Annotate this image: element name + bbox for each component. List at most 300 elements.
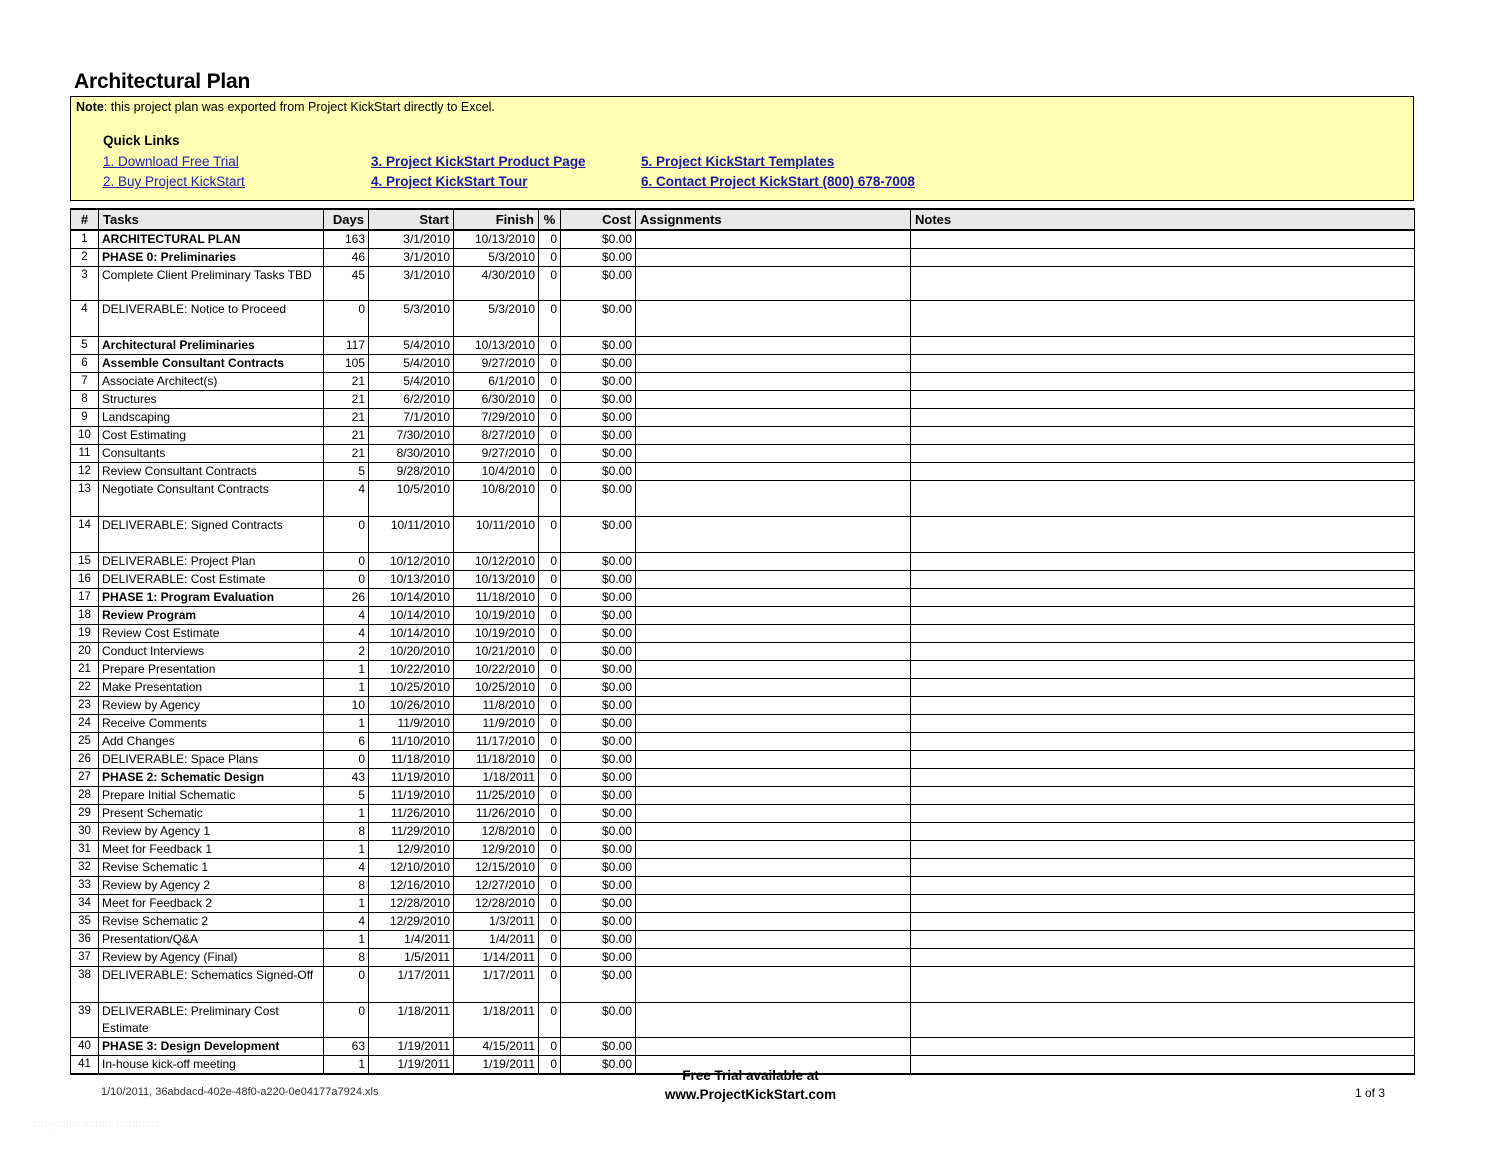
column-header-assignments[interactable]: Assignments [636, 209, 911, 230]
table-row[interactable] [71, 481, 1415, 517]
cell-notes[interactable] [911, 805, 1415, 823]
cell-row-number[interactable]: 9 [71, 409, 99, 427]
cell-notes[interactable] [911, 733, 1415, 751]
cell-start-date[interactable]: 9/28/2010 [369, 463, 454, 481]
cell-task-name[interactable]: Prepare Presentation [99, 661, 324, 679]
cell-assignments[interactable] [636, 877, 911, 895]
cell-days[interactable]: 0 [324, 1003, 369, 1038]
cell-assignments[interactable] [636, 481, 911, 517]
cell-task-name[interactable]: Meet for Feedback 2 [99, 895, 324, 913]
cell-assignments[interactable] [636, 787, 911, 805]
cell-start-date[interactable]: 1/18/2011 [369, 1003, 454, 1038]
cell-notes[interactable] [911, 301, 1415, 337]
cell-days[interactable]: 1 [324, 679, 369, 697]
table-row[interactable] [71, 805, 1415, 823]
quick-link-download-free-trial[interactable]: 1. Download Free Trial [103, 154, 239, 169]
cell-assignments[interactable] [636, 931, 911, 949]
cell-cost[interactable]: $0.00 [561, 787, 636, 805]
cell-cost[interactable]: $0.00 [561, 409, 636, 427]
table-row[interactable] [71, 517, 1415, 553]
cell-notes[interactable] [911, 445, 1415, 463]
cell-row-number[interactable]: 1 [71, 230, 99, 249]
cell-row-number[interactable]: 38 [71, 967, 99, 1003]
cell-percent[interactable]: 0 [539, 913, 561, 931]
cell-finish-date[interactable]: 10/21/2010 [454, 643, 539, 661]
column-header-finish[interactable]: Finish [454, 209, 539, 230]
cell-finish-date[interactable]: 11/9/2010 [454, 715, 539, 733]
cell-cost[interactable]: $0.00 [561, 1056, 636, 1075]
cell-cost[interactable]: $0.00 [561, 445, 636, 463]
cell-finish-date[interactable]: 1/3/2011 [454, 913, 539, 931]
cell-finish-date[interactable]: 11/26/2010 [454, 805, 539, 823]
cell-cost[interactable]: $0.00 [561, 427, 636, 445]
cell-row-number[interactable]: 3 [71, 267, 99, 301]
cell-row-number[interactable]: 36 [71, 931, 99, 949]
cell-notes[interactable] [911, 607, 1415, 625]
cell-cost[interactable]: $0.00 [561, 355, 636, 373]
cell-row-number[interactable]: 15 [71, 553, 99, 571]
cell-percent[interactable]: 0 [539, 715, 561, 733]
cell-notes[interactable] [911, 391, 1415, 409]
cell-assignments[interactable] [636, 751, 911, 769]
cell-row-number[interactable]: 19 [71, 625, 99, 643]
cell-notes[interactable] [911, 859, 1415, 877]
cell-days[interactable]: 45 [324, 267, 369, 301]
cell-task-name[interactable]: Consultants [99, 445, 324, 463]
table-row[interactable] [71, 409, 1415, 427]
cell-days[interactable]: 8 [324, 823, 369, 841]
table-row[interactable] [71, 823, 1415, 841]
cell-assignments[interactable] [636, 715, 911, 733]
cell-percent[interactable]: 0 [539, 607, 561, 625]
cell-finish-date[interactable]: 11/25/2010 [454, 787, 539, 805]
cell-cost[interactable]: $0.00 [561, 949, 636, 967]
table-row[interactable] [71, 373, 1415, 391]
cell-cost[interactable]: $0.00 [561, 337, 636, 355]
cell-start-date[interactable]: 10/22/2010 [369, 661, 454, 679]
cell-notes[interactable] [911, 249, 1415, 267]
cell-percent[interactable]: 0 [539, 337, 561, 355]
cell-assignments[interactable] [636, 895, 911, 913]
table-row[interactable] [71, 463, 1415, 481]
cell-assignments[interactable] [636, 625, 911, 643]
cell-task-name[interactable]: Presentation/Q&A [99, 931, 324, 949]
cell-notes[interactable] [911, 409, 1415, 427]
cell-percent[interactable]: 0 [539, 553, 561, 571]
cell-finish-date[interactable]: 1/19/2011 [454, 1056, 539, 1075]
table-row[interactable] [71, 679, 1415, 697]
cell-assignments[interactable] [636, 589, 911, 607]
cell-cost[interactable]: $0.00 [561, 1038, 636, 1056]
cell-row-number[interactable]: 23 [71, 697, 99, 715]
cell-assignments[interactable] [636, 967, 911, 1003]
cell-cost[interactable]: $0.00 [561, 805, 636, 823]
cell-cost[interactable]: $0.00 [561, 571, 636, 589]
cell-finish-date[interactable]: 11/18/2010 [454, 751, 539, 769]
cell-notes[interactable] [911, 967, 1415, 1003]
cell-notes[interactable] [911, 553, 1415, 571]
table-row[interactable] [71, 913, 1415, 931]
cell-assignments[interactable] [636, 553, 911, 571]
cell-days[interactable]: 1 [324, 895, 369, 913]
cell-row-number[interactable]: 25 [71, 733, 99, 751]
column-header-cost[interactable]: Cost [561, 209, 636, 230]
cell-row-number[interactable]: 37 [71, 949, 99, 967]
cell-percent[interactable]: 0 [539, 571, 561, 589]
table-row[interactable] [71, 230, 1415, 249]
table-row[interactable] [71, 841, 1415, 859]
cell-assignments[interactable] [636, 427, 911, 445]
cell-percent[interactable]: 0 [539, 517, 561, 553]
table-row[interactable] [71, 967, 1415, 1003]
cell-finish-date[interactable]: 5/3/2010 [454, 249, 539, 267]
cell-notes[interactable] [911, 715, 1415, 733]
cell-percent[interactable]: 0 [539, 625, 561, 643]
cell-cost[interactable]: $0.00 [561, 625, 636, 643]
cell-finish-date[interactable]: 10/8/2010 [454, 481, 539, 517]
cell-start-date[interactable]: 10/25/2010 [369, 679, 454, 697]
cell-days[interactable]: 0 [324, 517, 369, 553]
table-row[interactable] [71, 1038, 1415, 1056]
cell-task-name[interactable]: Revise Schematic 2 [99, 913, 324, 931]
cell-days[interactable]: 4 [324, 625, 369, 643]
cell-assignments[interactable] [636, 913, 911, 931]
cell-assignments[interactable] [636, 301, 911, 337]
cell-notes[interactable] [911, 625, 1415, 643]
cell-days[interactable]: 63 [324, 1038, 369, 1056]
cell-percent[interactable]: 0 [539, 1038, 561, 1056]
cell-task-name[interactable]: DELIVERABLE: Notice to Proceed [99, 301, 324, 337]
cell-start-date[interactable]: 10/14/2010 [369, 589, 454, 607]
cell-assignments[interactable] [636, 249, 911, 267]
cell-percent[interactable]: 0 [539, 787, 561, 805]
cell-start-date[interactable]: 5/3/2010 [369, 301, 454, 337]
cell-days[interactable]: 163 [324, 230, 369, 249]
cell-percent[interactable]: 0 [539, 895, 561, 913]
cell-row-number[interactable]: 20 [71, 643, 99, 661]
cell-assignments[interactable] [636, 267, 911, 301]
cell-start-date[interactable]: 10/14/2010 [369, 607, 454, 625]
cell-row-number[interactable]: 12 [71, 463, 99, 481]
cell-task-name[interactable]: Structures [99, 391, 324, 409]
cell-percent[interactable]: 0 [539, 769, 561, 787]
cell-assignments[interactable] [636, 1038, 911, 1056]
cell-row-number[interactable]: 27 [71, 769, 99, 787]
cell-start-date[interactable]: 12/10/2010 [369, 859, 454, 877]
quick-link-product-page[interactable]: 3. Project KickStart Product Page [371, 154, 586, 169]
cell-task-name[interactable]: Receive Comments [99, 715, 324, 733]
cell-percent[interactable]: 0 [539, 877, 561, 895]
cell-finish-date[interactable]: 12/27/2010 [454, 877, 539, 895]
cell-finish-date[interactable]: 4/30/2010 [454, 267, 539, 301]
cell-task-name[interactable]: ARCHITECTURAL PLAN [99, 230, 324, 249]
cell-days[interactable]: 4 [324, 859, 369, 877]
cell-cost[interactable]: $0.00 [561, 481, 636, 517]
cell-task-name[interactable]: Review Cost Estimate [99, 625, 324, 643]
cell-percent[interactable]: 0 [539, 697, 561, 715]
cell-finish-date[interactable]: 6/30/2010 [454, 391, 539, 409]
cell-finish-date[interactable]: 10/13/2010 [454, 230, 539, 249]
cell-finish-date[interactable]: 11/18/2010 [454, 589, 539, 607]
cell-cost[interactable]: $0.00 [561, 715, 636, 733]
cell-task-name[interactable]: In-house kick-off meeting [99, 1056, 324, 1075]
cell-days[interactable]: 0 [324, 571, 369, 589]
cell-days[interactable]: 5 [324, 463, 369, 481]
cell-assignments[interactable] [636, 445, 911, 463]
cell-start-date[interactable]: 11/26/2010 [369, 805, 454, 823]
cell-finish-date[interactable]: 11/17/2010 [454, 733, 539, 751]
cell-start-date[interactable]: 1/5/2011 [369, 949, 454, 967]
cell-percent[interactable]: 0 [539, 355, 561, 373]
cell-row-number[interactable]: 13 [71, 481, 99, 517]
cell-start-date[interactable]: 10/12/2010 [369, 553, 454, 571]
cell-start-date[interactable]: 1/17/2011 [369, 967, 454, 1003]
cell-days[interactable]: 21 [324, 391, 369, 409]
cell-notes[interactable] [911, 823, 1415, 841]
cell-days[interactable]: 4 [324, 913, 369, 931]
cell-task-name[interactable]: DELIVERABLE: Project Plan [99, 553, 324, 571]
cell-start-date[interactable]: 10/13/2010 [369, 571, 454, 589]
cell-row-number[interactable]: 33 [71, 877, 99, 895]
cell-task-name[interactable]: Review by Agency 2 [99, 877, 324, 895]
cell-days[interactable]: 10 [324, 697, 369, 715]
cell-row-number[interactable]: 29 [71, 805, 99, 823]
table-row[interactable] [71, 589, 1415, 607]
cell-start-date[interactable]: 7/1/2010 [369, 409, 454, 427]
cell-percent[interactable]: 0 [539, 249, 561, 267]
cell-task-name[interactable]: Prepare Initial Schematic [99, 787, 324, 805]
cell-finish-date[interactable]: 4/15/2011 [454, 1038, 539, 1056]
cell-cost[interactable]: $0.00 [561, 553, 636, 571]
cell-percent[interactable]: 0 [539, 373, 561, 391]
cell-percent[interactable]: 0 [539, 1003, 561, 1038]
cell-days[interactable]: 0 [324, 301, 369, 337]
cell-task-name[interactable]: Architectural Preliminaries [99, 337, 324, 355]
cell-start-date[interactable]: 12/28/2010 [369, 895, 454, 913]
cell-row-number[interactable]: 16 [71, 571, 99, 589]
cell-cost[interactable]: $0.00 [561, 967, 636, 1003]
cell-assignments[interactable] [636, 769, 911, 787]
cell-days[interactable]: 1 [324, 715, 369, 733]
cell-percent[interactable]: 0 [539, 427, 561, 445]
cell-task-name[interactable]: DELIVERABLE: Signed Contracts [99, 517, 324, 553]
table-row[interactable] [71, 1003, 1415, 1038]
cell-start-date[interactable]: 10/26/2010 [369, 697, 454, 715]
cell-percent[interactable]: 0 [539, 481, 561, 517]
cell-task-name[interactable]: Assemble Consultant Contracts [99, 355, 324, 373]
table-row[interactable] [71, 949, 1415, 967]
cell-notes[interactable] [911, 643, 1415, 661]
table-row[interactable] [71, 607, 1415, 625]
cell-cost[interactable]: $0.00 [561, 859, 636, 877]
cell-cost[interactable]: $0.00 [561, 301, 636, 337]
cell-percent[interactable]: 0 [539, 661, 561, 679]
cell-notes[interactable] [911, 589, 1415, 607]
cell-cost[interactable]: $0.00 [561, 589, 636, 607]
cell-percent[interactable]: 0 [539, 230, 561, 249]
cell-percent[interactable]: 0 [539, 949, 561, 967]
quick-link-buy-project-kickstart[interactable]: 2. Buy Project KickStart [103, 174, 245, 189]
cell-cost[interactable]: $0.00 [561, 751, 636, 769]
cell-assignments[interactable] [636, 571, 911, 589]
cell-row-number[interactable]: 34 [71, 895, 99, 913]
cell-notes[interactable] [911, 931, 1415, 949]
table-row[interactable] [71, 337, 1415, 355]
cell-cost[interactable]: $0.00 [561, 391, 636, 409]
cell-row-number[interactable]: 31 [71, 841, 99, 859]
cell-notes[interactable] [911, 769, 1415, 787]
cell-start-date[interactable]: 1/19/2011 [369, 1038, 454, 1056]
cell-row-number[interactable]: 26 [71, 751, 99, 769]
table-row[interactable] [71, 859, 1415, 877]
cell-notes[interactable] [911, 355, 1415, 373]
cell-row-number[interactable]: 24 [71, 715, 99, 733]
cell-row-number[interactable]: 28 [71, 787, 99, 805]
cell-row-number[interactable]: 14 [71, 517, 99, 553]
cell-assignments[interactable] [636, 1003, 911, 1038]
cell-days[interactable]: 0 [324, 751, 369, 769]
cell-assignments[interactable] [636, 230, 911, 249]
cell-task-name[interactable]: DELIVERABLE: Cost Estimate [99, 571, 324, 589]
cell-task-name[interactable]: Landscaping [99, 409, 324, 427]
cell-days[interactable]: 0 [324, 967, 369, 1003]
cell-notes[interactable] [911, 877, 1415, 895]
cell-row-number[interactable]: 6 [71, 355, 99, 373]
table-row[interactable] [71, 769, 1415, 787]
table-row[interactable] [71, 751, 1415, 769]
column-header-notes[interactable]: Notes [911, 209, 1415, 230]
cell-assignments[interactable] [636, 643, 911, 661]
cell-task-name[interactable]: DELIVERABLE: Preliminary Cost Estimate [99, 1003, 324, 1038]
table-row[interactable] [71, 715, 1415, 733]
cell-start-date[interactable]: 10/14/2010 [369, 625, 454, 643]
cell-row-number[interactable]: 30 [71, 823, 99, 841]
cell-finish-date[interactable]: 11/8/2010 [454, 697, 539, 715]
cell-task-name[interactable]: DELIVERABLE: Space Plans [99, 751, 324, 769]
cell-finish-date[interactable]: 5/3/2010 [454, 301, 539, 337]
cell-notes[interactable] [911, 463, 1415, 481]
cell-cost[interactable]: $0.00 [561, 249, 636, 267]
cell-days[interactable]: 1 [324, 841, 369, 859]
cell-task-name[interactable]: PHASE 3: Design Development [99, 1038, 324, 1056]
cell-start-date[interactable]: 1/4/2011 [369, 931, 454, 949]
cell-days[interactable]: 2 [324, 643, 369, 661]
table-row[interactable] [71, 643, 1415, 661]
cell-days[interactable]: 26 [324, 589, 369, 607]
cell-percent[interactable]: 0 [539, 841, 561, 859]
cell-percent[interactable]: 0 [539, 823, 561, 841]
cell-assignments[interactable] [636, 337, 911, 355]
cell-cost[interactable]: $0.00 [561, 517, 636, 553]
cell-percent[interactable]: 0 [539, 679, 561, 697]
cell-percent[interactable]: 0 [539, 445, 561, 463]
column-header-number[interactable]: # [71, 209, 99, 230]
cell-row-number[interactable]: 17 [71, 589, 99, 607]
cell-start-date[interactable]: 11/29/2010 [369, 823, 454, 841]
cell-row-number[interactable]: 7 [71, 373, 99, 391]
cell-days[interactable]: 0 [324, 553, 369, 571]
cell-assignments[interactable] [636, 391, 911, 409]
cell-notes[interactable] [911, 841, 1415, 859]
cell-percent[interactable]: 0 [539, 463, 561, 481]
cell-days[interactable]: 4 [324, 481, 369, 517]
cell-days[interactable]: 1 [324, 661, 369, 679]
cell-finish-date[interactable]: 12/15/2010 [454, 859, 539, 877]
cell-finish-date[interactable]: 10/22/2010 [454, 661, 539, 679]
cell-days[interactable]: 4 [324, 607, 369, 625]
cell-assignments[interactable] [636, 841, 911, 859]
column-header-start[interactable]: Start [369, 209, 454, 230]
cell-percent[interactable]: 0 [539, 805, 561, 823]
cell-finish-date[interactable]: 10/25/2010 [454, 679, 539, 697]
cell-assignments[interactable] [636, 697, 911, 715]
cell-finish-date[interactable]: 1/4/2011 [454, 931, 539, 949]
cell-notes[interactable] [911, 913, 1415, 931]
cell-notes[interactable] [911, 337, 1415, 355]
cell-finish-date[interactable]: 10/4/2010 [454, 463, 539, 481]
cell-cost[interactable]: $0.00 [561, 877, 636, 895]
cell-finish-date[interactable]: 6/1/2010 [454, 373, 539, 391]
cell-row-number[interactable]: 2 [71, 249, 99, 267]
cell-percent[interactable]: 0 [539, 733, 561, 751]
cell-cost[interactable]: $0.00 [561, 1003, 636, 1038]
column-header-days[interactable]: Days [324, 209, 369, 230]
cell-row-number[interactable]: 10 [71, 427, 99, 445]
cell-percent[interactable]: 0 [539, 589, 561, 607]
cell-cost[interactable]: $0.00 [561, 607, 636, 625]
cell-percent[interactable]: 0 [539, 751, 561, 769]
cell-task-name[interactable]: Review Program [99, 607, 324, 625]
cell-row-number[interactable]: 21 [71, 661, 99, 679]
cell-task-name[interactable]: Conduct Interviews [99, 643, 324, 661]
cell-finish-date[interactable]: 12/8/2010 [454, 823, 539, 841]
cell-notes[interactable] [911, 230, 1415, 249]
cell-percent[interactable]: 0 [539, 409, 561, 427]
cell-assignments[interactable] [636, 463, 911, 481]
cell-assignments[interactable] [636, 409, 911, 427]
cell-assignments[interactable] [636, 733, 911, 751]
table-row[interactable] [71, 895, 1415, 913]
table-row[interactable] [71, 733, 1415, 751]
cell-assignments[interactable] [636, 661, 911, 679]
cell-start-date[interactable]: 10/20/2010 [369, 643, 454, 661]
cell-start-date[interactable]: 11/10/2010 [369, 733, 454, 751]
cell-finish-date[interactable]: 1/14/2011 [454, 949, 539, 967]
table-row[interactable] [71, 427, 1415, 445]
cell-row-number[interactable]: 32 [71, 859, 99, 877]
cell-days[interactable]: 21 [324, 409, 369, 427]
cell-percent[interactable]: 0 [539, 643, 561, 661]
cell-row-number[interactable]: 22 [71, 679, 99, 697]
cell-finish-date[interactable]: 12/28/2010 [454, 895, 539, 913]
cell-days[interactable]: 43 [324, 769, 369, 787]
cell-percent[interactable]: 0 [539, 931, 561, 949]
cell-cost[interactable]: $0.00 [561, 230, 636, 249]
cell-task-name[interactable]: Associate Architect(s) [99, 373, 324, 391]
table-row[interactable] [71, 787, 1415, 805]
cell-finish-date[interactable]: 12/9/2010 [454, 841, 539, 859]
cell-days[interactable]: 21 [324, 373, 369, 391]
cell-notes[interactable] [911, 481, 1415, 517]
cell-finish-date[interactable]: 9/27/2010 [454, 355, 539, 373]
cell-start-date[interactable]: 5/4/2010 [369, 355, 454, 373]
cell-row-number[interactable]: 18 [71, 607, 99, 625]
cell-task-name[interactable]: Revise Schematic 1 [99, 859, 324, 877]
cell-percent[interactable]: 0 [539, 1056, 561, 1075]
table-row[interactable] [71, 267, 1415, 301]
cell-row-number[interactable]: 4 [71, 301, 99, 337]
table-row[interactable] [71, 301, 1415, 337]
